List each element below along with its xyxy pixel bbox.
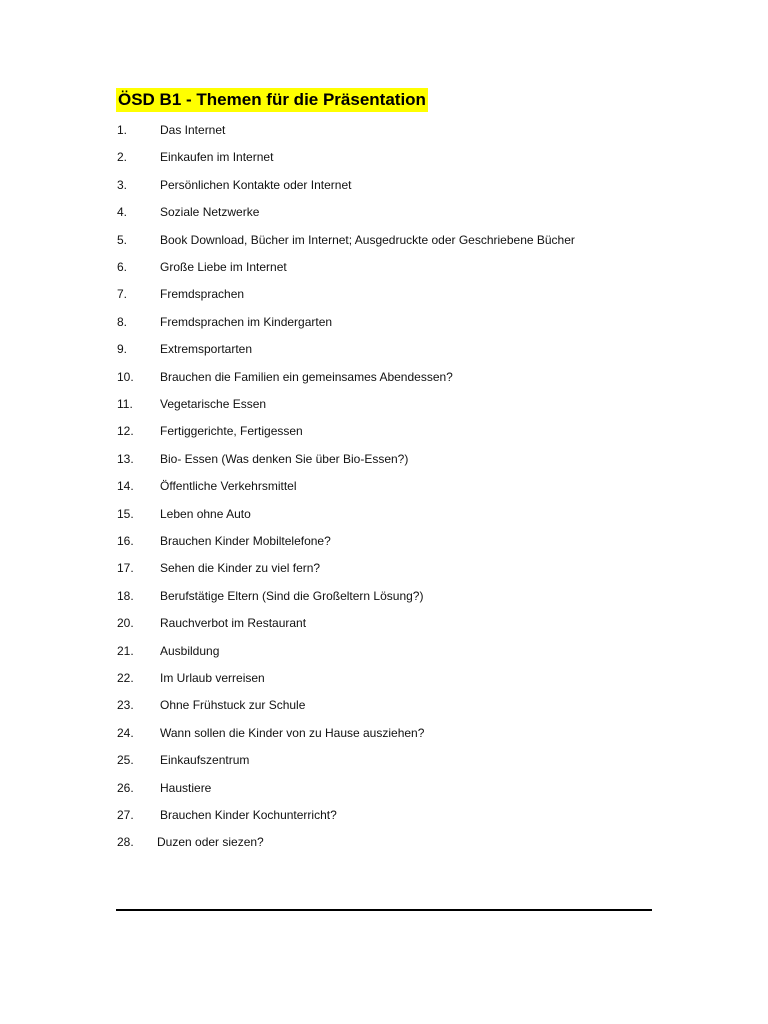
list-item [0,202,700,222]
list-item-text: Öffentliche Verkehrsmittel [160,479,297,493]
list-item-number: 18. [117,589,134,603]
list-item-text: Einkaufen im Internet [160,150,274,164]
list-item-number: 4. [117,205,128,219]
list-item [0,668,700,688]
list-item-text: Wann sollen die Kinder von zu Hause ausziehen? [160,726,425,740]
list-item [0,257,700,277]
list-item-text: Brauchen Kinder Kochunterricht? [160,808,337,822]
list-item-number: 9. [117,342,128,356]
list-item [0,476,700,496]
list-item [0,504,700,524]
footer-divider [116,909,652,911]
list-item-number: 27. [117,808,134,822]
list-item [0,778,700,798]
list-item-text: Im Urlaub verreisen [160,671,265,685]
list-item [0,531,700,551]
list-item [0,339,700,359]
document-title: ÖSD B1 - Themen für die Präsentation [116,88,428,112]
list-item-text: Berufstätige Eltern (Sind die Großeltern Lösung?) [160,589,424,603]
list-item-number: 20. [117,616,134,630]
list-item [0,230,700,250]
list-item-number: 3. [117,178,128,192]
list-item-text: Haustiere [160,781,212,795]
list-item-text: Ausbildung [160,644,220,658]
list-item-number: 11. [117,397,133,411]
list-item-text: Sehen die Kinder zu viel fern? [160,561,321,575]
list-item-text: Vegetarische Essen [160,397,267,411]
list-item-number: 1. [117,123,128,137]
list-item [0,558,700,578]
list-item [0,147,700,167]
list-item [0,284,700,304]
list-item [0,312,700,332]
list-item-text: Brauchen die Familien ein gemeinsames Abendessen? [160,370,453,384]
list-item-text: Fremdsprachen [160,287,245,301]
list-item-number: 2. [117,150,128,164]
list-item-number: 16. [117,534,134,548]
list-item-number: 5. [117,233,128,247]
list-item-number: 15. [117,507,134,521]
list-item [0,120,700,140]
list-item-number: 6. [117,260,128,274]
list-item [0,641,700,661]
list-item [0,832,700,852]
list-item-text: Duzen oder siezen? [157,835,264,849]
list-item-number: 28. [117,835,134,849]
list-item [0,175,700,195]
list-item [0,750,700,770]
list-item [0,723,700,743]
list-item-number: 23. [117,698,134,712]
list-item [0,421,700,441]
list-item-text: Leben ohne Auto [160,507,251,521]
list-item-number: 13. [117,452,134,466]
list-item-number: 17. [117,561,134,575]
list-item-number: 14. [117,479,134,493]
list-item-number: 26. [117,781,134,795]
list-item-text: Persönlichen Kontakte oder Internet [160,178,352,192]
list-item-text: Rauchverbot im Restaurant [160,616,307,630]
list-item-text: Fremdsprachen im Kindergarten [160,315,333,329]
list-item-text: Extremsportarten [160,342,253,356]
list-item-number: 22. [117,671,134,685]
list-item [0,805,700,825]
list-item-number: 25. [117,753,134,767]
list-item-number: 21. [117,644,134,658]
list-item-number: 10. [117,370,134,384]
list-item-text: Soziale Netzwerke [160,205,260,219]
list-item-text: Fertiggerichte, Fertigessen [160,424,303,438]
list-item [0,394,700,414]
list-item-text: Ohne Frühstuck zur Schule [160,698,306,712]
list-item [0,613,700,633]
list-item [0,449,700,469]
list-item [0,586,700,606]
list-item-text: Das Internet [160,123,226,137]
list-item-number: 7. [117,287,128,301]
list-item-number: 12. [117,424,134,438]
list-item-text: Book Download, Bücher im Internet; Ausgedruckte oder Geschriebene Bücher [160,233,575,247]
list-item-text: Bio- Essen (Was denken Sie über Bio-Essen?) [160,452,409,466]
list-item [0,695,700,715]
list-item-number: 8. [117,315,128,329]
list-item-text: Große Liebe im Internet [160,260,287,274]
list-item-number: 24. [117,726,134,740]
list-item-text: Brauchen Kinder Mobiltelefone? [160,534,331,548]
list-item [0,367,700,387]
list-item-text: Einkaufszentrum [160,753,250,767]
